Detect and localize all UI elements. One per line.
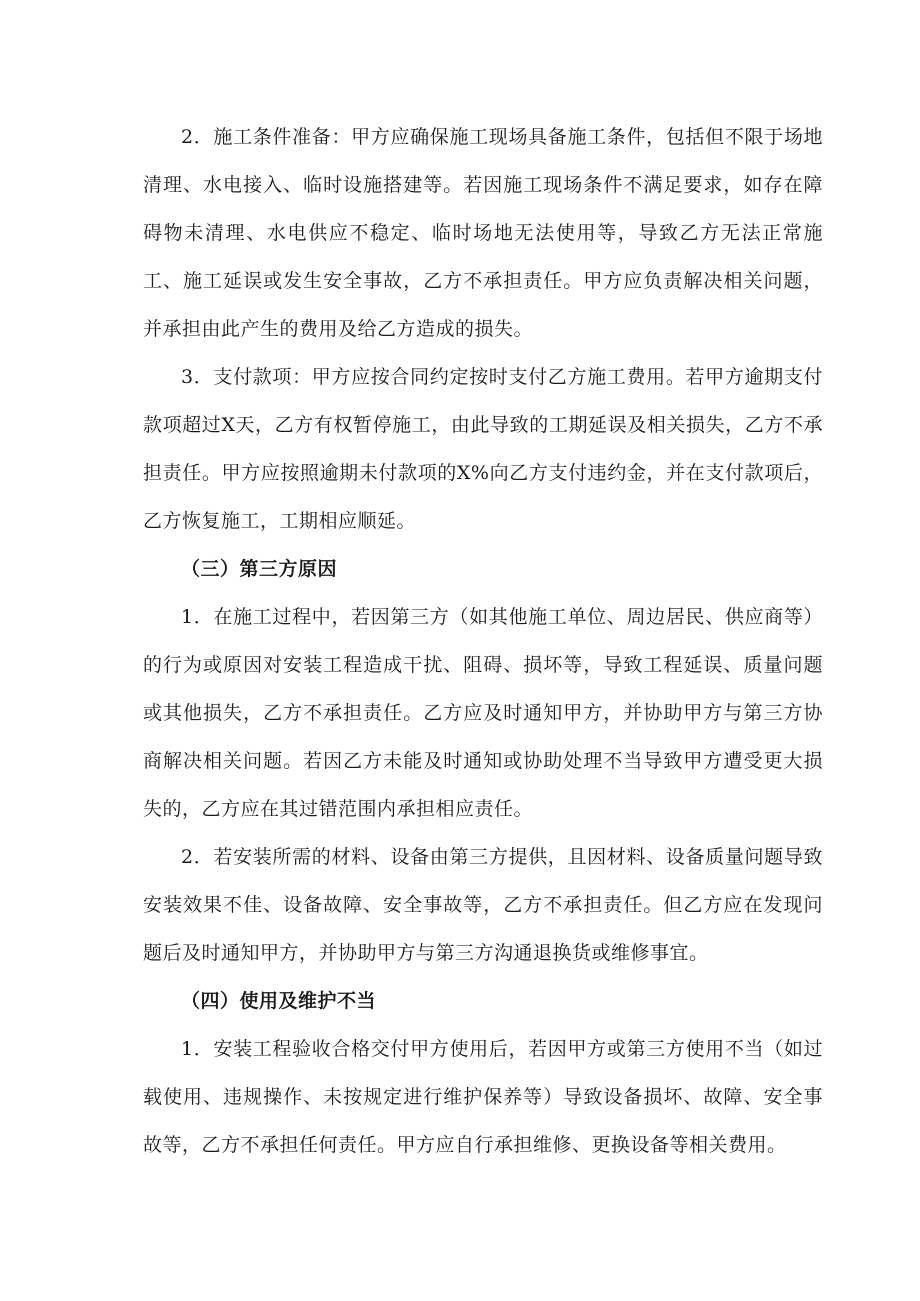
section-heading-third-party: （三）第三方原因 (181, 558, 338, 580)
paragraph-misuse: 1．安装工程验收合格交付甲方使用后，若因甲方或第三方使用不当（如过载使用、违规操作、未按规定进行维护保养等）导致设备损坏、故障、安全事故等，乙方不承担任何责任。甲方应自行承担维修、更换设备等相关费用。 (143, 1038, 823, 1156)
section-heading-misuse: （四）使用及维护不当 (181, 990, 377, 1012)
paragraph-third-party-interference: 1．在施工过程中，若因第三方（如其他施工单位、周边居民、供应商等）的行为或原因对安装工程造成干扰、阻碍、损坏等，导致工程延误、质量问题或其他损失，乙方不承担责任。乙方应及时通知甲方，并协助甲方与第三方协商解决相关问题。若因乙方未能及时通知或协助处理不当导致甲方遭受更大损失的，乙方应在其过错范围内承担相应责任。 (143, 606, 823, 820)
paragraph-third-party-materials: 2．若安装所需的材料、设备由第三方提供，且因材料、设备质量问题导致安装效果不佳、设备故障、安全事故等，乙方不承担责任。但乙方应在发现问题后及时通知甲方，并协助甲方与第三方沟通退换货或维修事宜。 (143, 846, 823, 964)
paragraph-construction-conditions: 2．施工条件准备：甲方应确保施工现场具备施工条件，包括但不限于场地清理、水电接入、临时设施搭建等。若因施工现场条件不满足要求，如存在障碍物未清理、水电供应不稳定、临时场地无法使用等，导致乙方无法正常施工、施工延误或发生安全事故，乙方不承担责任。甲方应负责解决相关问题，并承担由此产生的费用及给乙方造成的损失。 (143, 126, 823, 340)
paragraph-payment: 3．支付款项：甲方应按合同约定按时支付乙方施工费用。若甲方逾期支付款项超过X天，乙方有权暂停施工，由此导致的工期延误及相关损失，乙方不承担责任。甲方应按照逾期未付款项的X%向乙方支付违约金，并在支付款项后，乙方恢复施工，工期相应顺延。 (143, 366, 823, 532)
